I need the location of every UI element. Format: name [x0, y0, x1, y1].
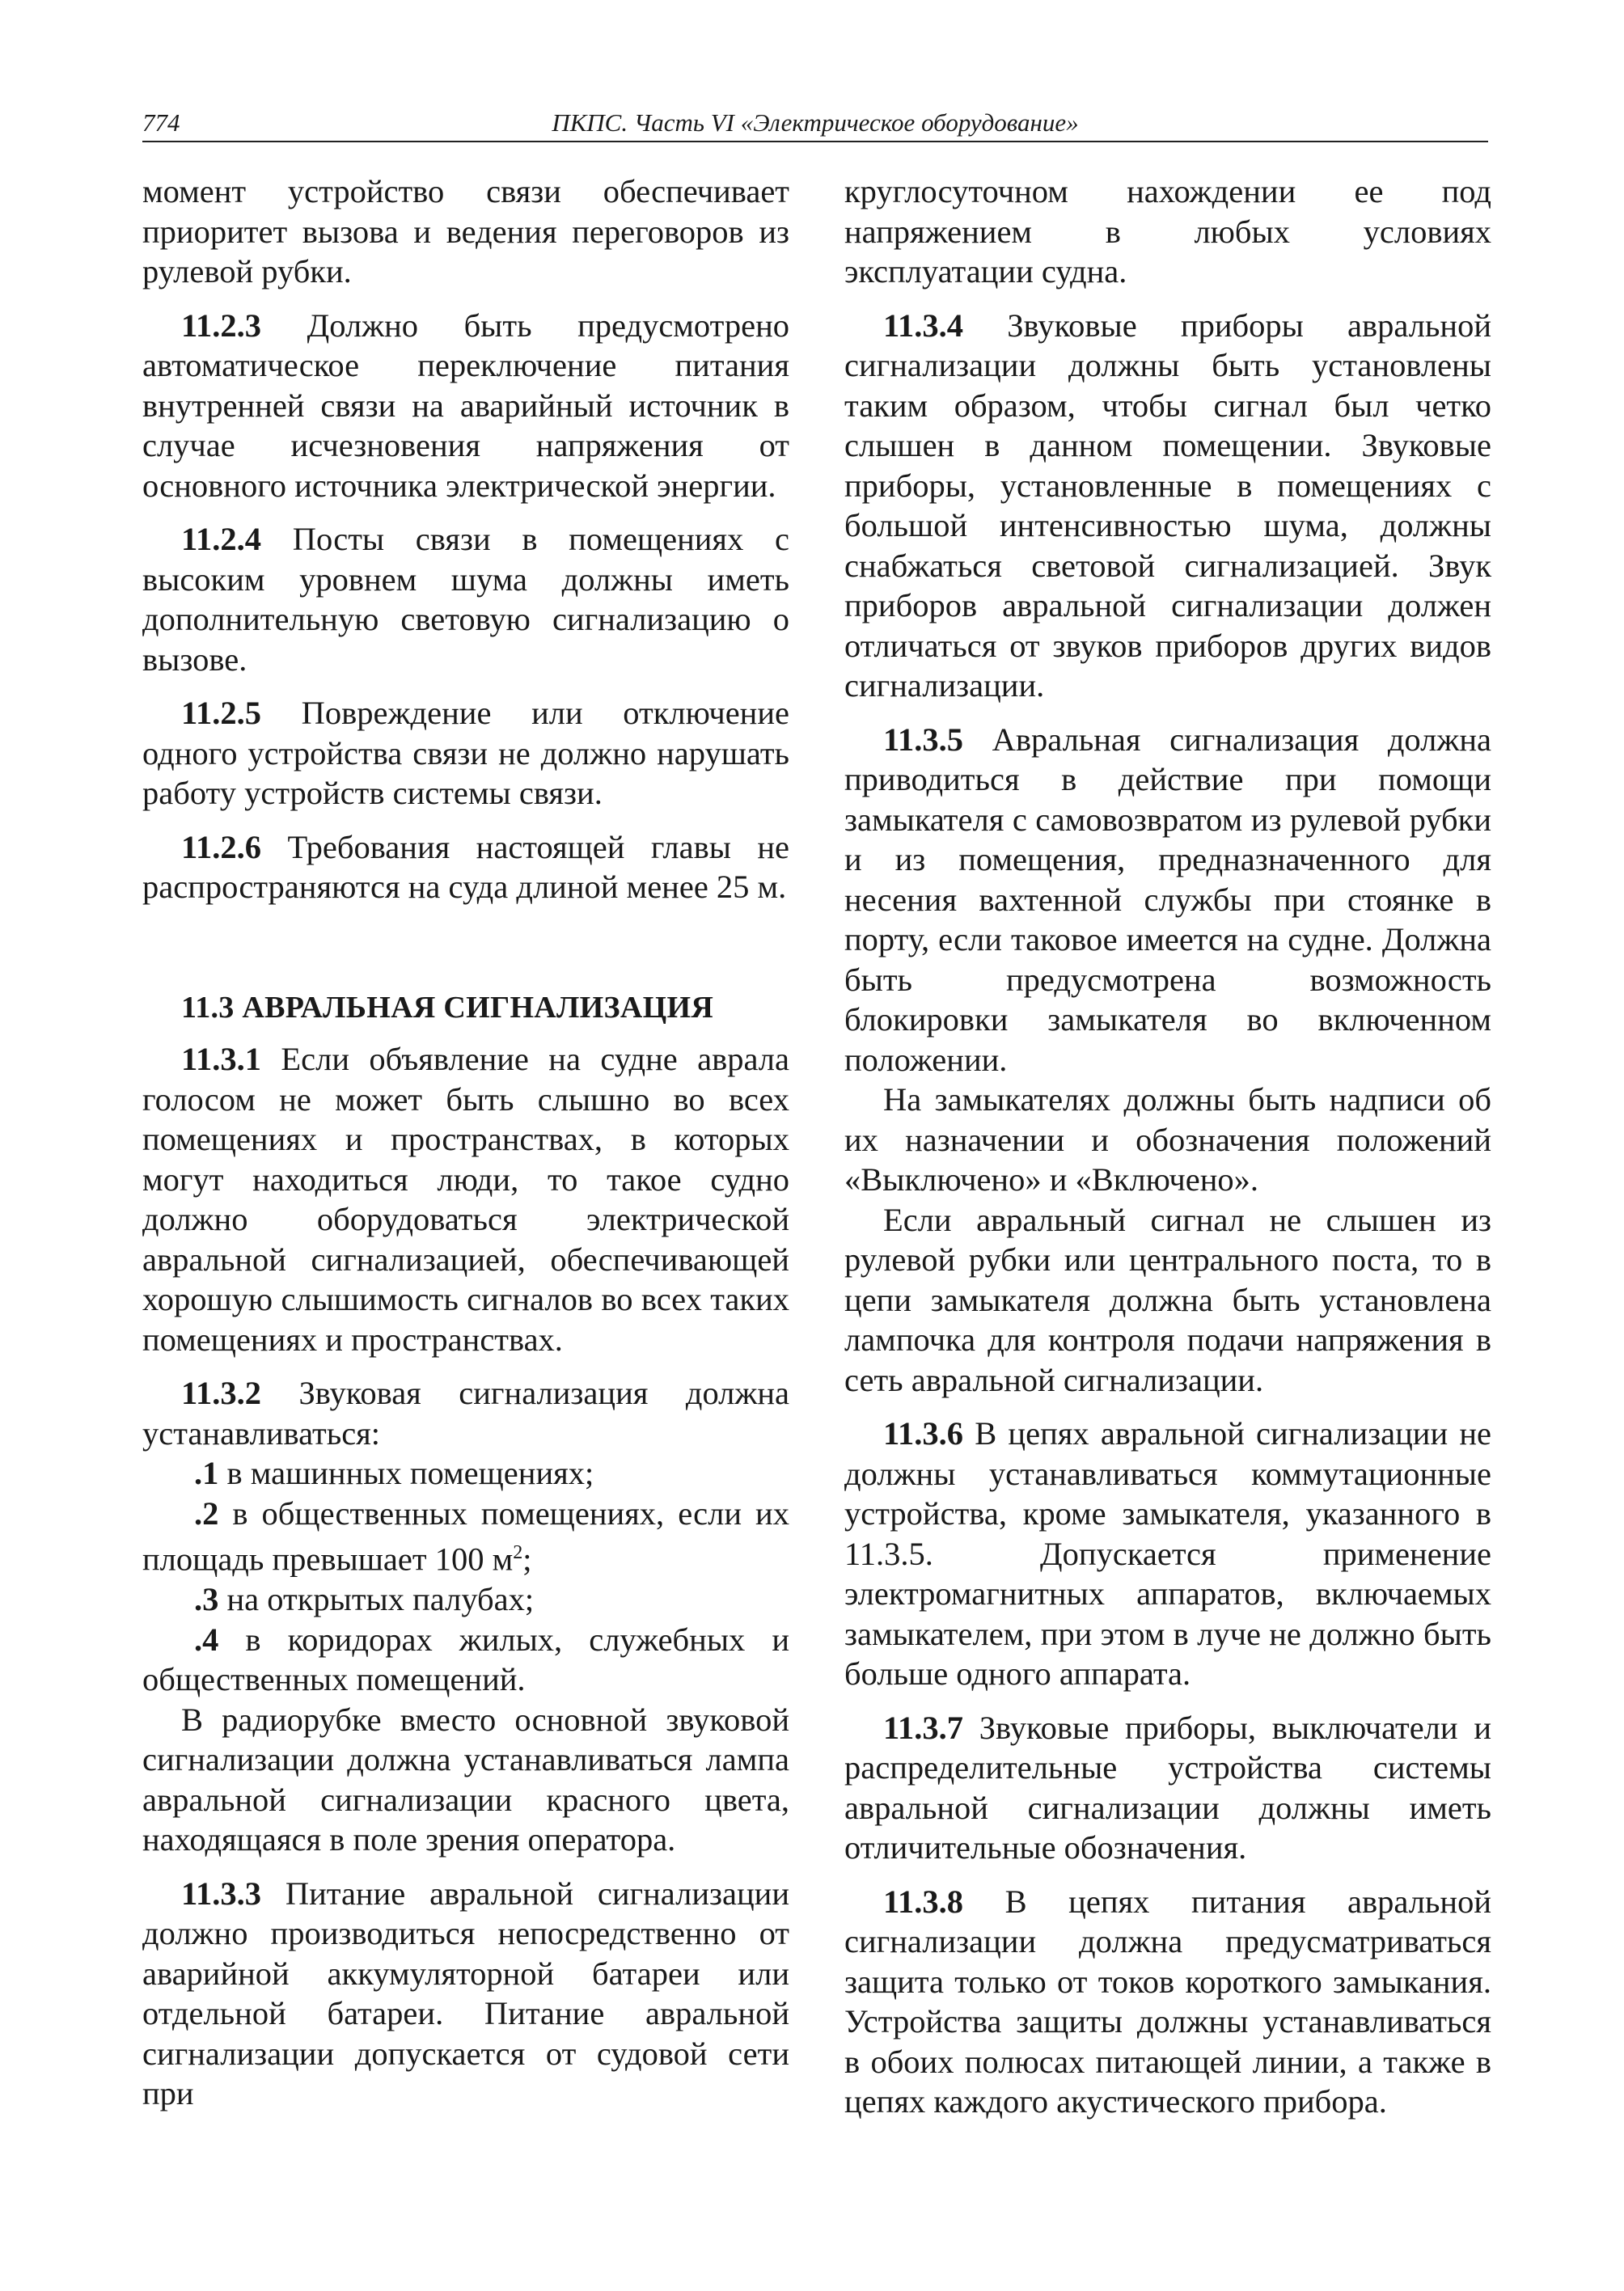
clause-number: 11.2.6: [181, 828, 262, 865]
paragraph-text: В радиорубке вместо основной звуковой сигнализации должна устанавливаться лампа авральной сигнализации красного цвета, находящаяся в поле зрения оператора.: [142, 1701, 789, 1858]
list-item-text: в машинных помещениях;: [218, 1455, 594, 1491]
list-item: [142, 1494, 789, 1580]
clause-11-3-3: [142, 1874, 789, 2114]
clause-11-3-6: [844, 1414, 1491, 1694]
clause-number: 11.3.8: [883, 1883, 964, 1920]
clause-text: Звуковые приборы, выключатели и распределительные устройства системы авральной сигнализации должны иметь отличительные обозначения.: [844, 1709, 1491, 1866]
paragraph: [142, 1700, 789, 1860]
clause-text: Авральная сигнализация должна приводиться в действие при помощи замыкателя с самовозвратом из рулевой рубки и из помещения, предназначенного для несения вахтенной службы при стоянке в порту, если таковое имеется на судне. Должна быть предусмотрена возможность блокировки замыкателя во включенном положении.: [844, 721, 1491, 1078]
paragraph: [142, 171, 789, 292]
list-item: [142, 1579, 789, 1620]
paragraph-text: круглосуточном нахождении ее под напряжением в любых условиях эксплуатации судна.: [844, 173, 1491, 290]
clause-11-3-1: [142, 1039, 789, 1359]
section-heading: 11.3 АВРАЛЬНАЯ СИГНАЛИЗАЦИЯ: [181, 990, 714, 1025]
list-item-number: .4: [194, 1621, 219, 1658]
list-item-text: на открытых палубах;: [218, 1581, 535, 1617]
paragraph: [844, 171, 1491, 292]
paragraph: [844, 1080, 1491, 1200]
clause-11-2-6: [142, 827, 789, 907]
clause-number: 11.3.2: [181, 1375, 262, 1411]
clause-text: Звуковые приборы авральной сигнализации должны быть установлены таким образом, чтобы сигнал был четко слышен в данном помещении. Звуковые приборы, установленные в помещениях с большой интенсивностью шума, должны снабжаться световой сигнализацией. Звук приборов авральной сигнализации должен отличаться от звуков приборов других видов сигнализации.: [844, 306, 1491, 704]
list-item-end: ;: [522, 1541, 532, 1578]
clause-11-2-5: [142, 693, 789, 814]
clause-11-3-2: [142, 1373, 789, 1453]
superscript: 2: [513, 1542, 523, 1563]
clause-number: 11.3.5: [883, 721, 964, 758]
clause-number: 11.3.6: [883, 1415, 964, 1452]
clause-11-3-4: [844, 306, 1491, 706]
clause-text: В цепях авральной сигнализации не должны устанавливаться коммутационные устройства, кроме замыкателя, указанного в 11.3.5. Допускается применение электромагнитных аппаратов, включаемых замыкателем, при этом в луче не должно быть больше одного аппарата.: [844, 1415, 1491, 1692]
clause-11-2-4: [142, 519, 789, 679]
clause-text: В цепях питания авральной сигнализации должна предусматриваться защита только от токов короткого замыкания. Устройства защиты должны устанавливаться в обоих полюсах питающей линии, а также в цепях каждого акустического прибора.: [844, 1883, 1491, 2120]
clause-text: Если объявление на судне аврала голосом не может быть слышно во всех помещениях и пространствах, в которых могут находиться люди, то такое судно должно оборудоваться электрической авральной сигнализацией, обеспечивающей хорошую слышимость сигналов во всех таких помещениях и пространствах.: [142, 1041, 789, 1358]
clause-11-3-7: [844, 1708, 1491, 1868]
clause-11-2-3: [142, 306, 789, 506]
clause-text: Повреждение или отключение одного устройства связи не должно нарушать работу устройств системы связи.: [142, 695, 789, 811]
paragraph: [844, 1200, 1491, 1401]
list-item: [142, 1620, 789, 1700]
clause-11-3-5: [844, 720, 1491, 1080]
clause-number: 11.2.5: [181, 695, 262, 731]
list-item-text: в общественных помещениях, если их площадь превышает 100 м: [142, 1494, 789, 1578]
clause-text: Требования настоящей главы не распространяются на суда длиной менее 25 м.: [142, 828, 789, 905]
list-item-number: .3: [194, 1581, 219, 1617]
clause-number: 11.3.3: [181, 1875, 262, 1912]
list-item-text: в коридорах жилых, служебных и общественных помещений.: [142, 1621, 789, 1697]
list-item-number: .1: [194, 1455, 219, 1491]
clause-11-3-8: [844, 1882, 1491, 2122]
clause-text: Питание авральной сигнализации должно производиться непосредственно от аварийной аккумуляторной батареи или отдельной батареи. Питание авральной сигнализации допускается от судовой сети при: [142, 1875, 789, 2111]
paragraph-text: момент устройство связи обеспечивает приоритет вызова и ведения переговоров из рулевой рубки.: [142, 173, 789, 290]
page-number: 774: [142, 108, 180, 137]
clause-number: 11.2.4: [181, 521, 262, 557]
paragraph-text: На замыкателях должны быть надписи об их назначении и обозначения положений «Выключено» и «Включено».: [844, 1081, 1491, 1198]
list-item: [142, 1453, 789, 1494]
clause-number: 11.3.1: [181, 1041, 262, 1077]
running-title: ПКПС. Часть VI «Электрическое оборудование»: [552, 108, 1079, 137]
page-header: [142, 104, 1488, 142]
clause-number: 11.2.3: [181, 306, 262, 344]
clause-text: Звуковая сигнализация должна устанавливаться:: [142, 1375, 789, 1452]
paragraph-text: Если авральный сигнал не слышен из рулевой рубки или центрального поста, то в цепи замыкателя должна быть установлена лампочка для контроля подачи напряжения в сеть авральной сигнализации.: [844, 1201, 1491, 1398]
list-item-number: .2: [194, 1494, 219, 1532]
clause-number: 11.3.7: [883, 1709, 964, 1746]
left-column: [142, 171, 789, 2114]
clause-text: Должно быть предусмотрено автоматическое переключение питания внутренней связи на аварийный источник в случае исчезновения напряжения от основного источника электрической энергии.: [142, 306, 789, 504]
clause-number: 11.3.4: [883, 306, 964, 344]
clause-text: Посты связи в помещениях с высоким уровнем шума должны иметь дополнительную световую сигнализацию о вызове.: [142, 521, 789, 678]
right-column: [844, 171, 1491, 2122]
